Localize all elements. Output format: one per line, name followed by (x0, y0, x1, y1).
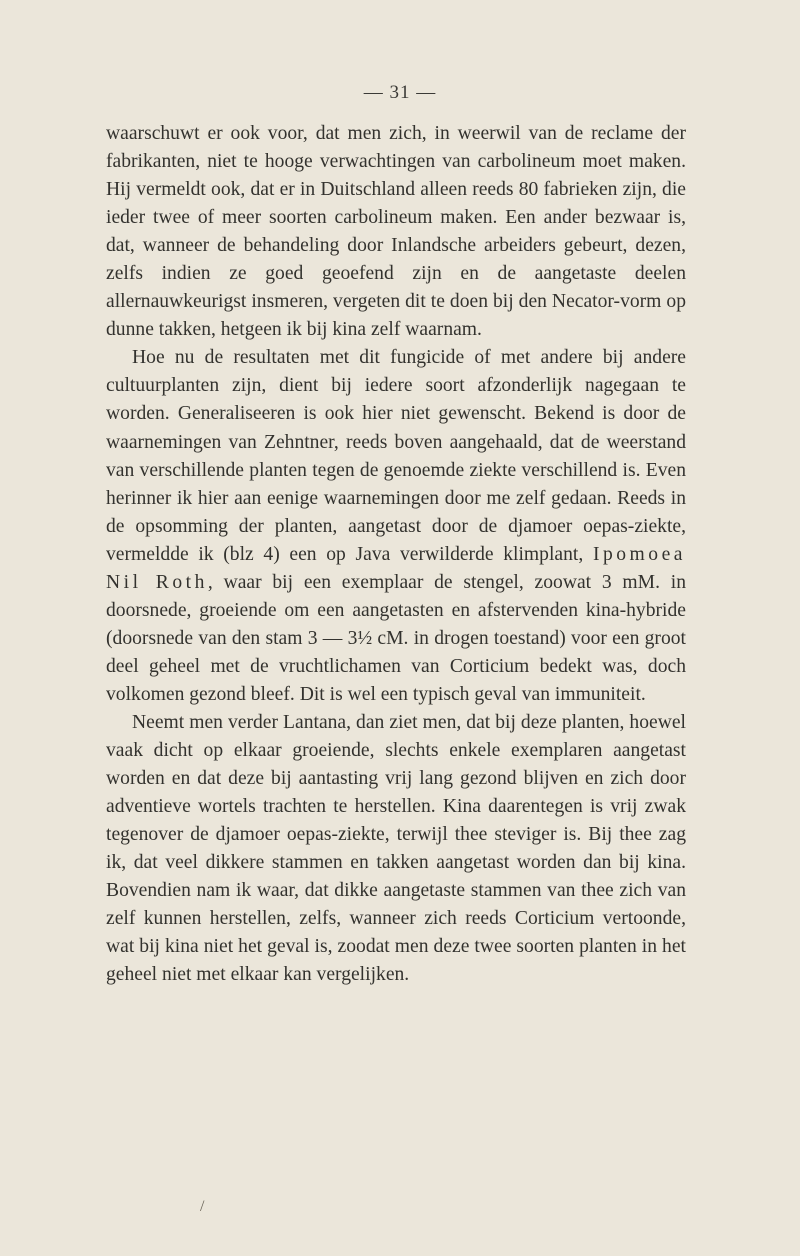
stray-pen-mark: / (200, 1198, 205, 1215)
body-text (106, 120, 686, 989)
paragraph-2-text-after: , waar bij een exemplaar de stengel, zoowat 3 mM. in doorsnede, groeiende om een aangetasten en afstervenden kina-hybride (doorsnede van den stam 3 — 3½ cM. in drogen toestand) voor een groot deel geheel met de vruchtlichamen van Corticium bedekt was, doch volkomen gezond bleef. Dit is wel een typisch geval van immuniteit. (106, 571, 686, 705)
paragraph-2 (106, 344, 686, 709)
page-number: — 31 — (363, 82, 437, 103)
paragraph-2-text-before: Hoe nu de resultaten met dit fungicide of met andere bij andere cultuurplanten zijn, dient bij iedere soort afzonderlijk nagegaan te worden. Generaliseeren is ook hier niet gewenscht. Bekend is door de waarnemingen van Zehntner, reeds boven aangehaald, dat de weerstand van verschillende planten tegen de genoemde ziekte verschillend is. Even herinner ik hier aan eenige waarnemingen door me zelf gedaan. Reeds in de opsomming der planten, aangetast door de djamoer oepas-ziekte, vermeldde ik (blz 4) een op Java verwilderde klimplant, (106, 347, 686, 565)
paragraph-1: waarschuwt er ook voor, dat men zich, in weerwil van de reclame der fabrikanten, niet te hooge verwachtingen van carbolineum moet maken. Hij vermeldt ook, dat er in Duitschland alleen reeds 80 fabrieken zijn, die ieder twee of meer soorten carbolineum maken. Een ander bezwaar is, dat, wanneer de behandeling door Inlandsche arbeiders gebeurt, dezen, zelfs indien ze goed geoefend zijn en de aangetaste deelen allernauwkeurigst insmeren, vergeten dit te doen bij den Necator-vorm op dunne takken, hetgeen ik bij kina zelf waarnam. (106, 123, 686, 341)
paragraph-3: Neemt men verder Lantana, dan ziet men, dat bij deze planten, hoewel vaak dicht op elkaar groeiende, slechts enkele exemplaren aangetast worden en dat deze bij aantasting vrij lang gezond blijven en zich door adventieve wortels trachten te herstellen. Kina daarentegen is vrij zwak tegenover de djamoer oepas-ziekte, terwijl thee steviger is. Bij thee zag ik, dat veel dikkere stammen en takken aangetast worden dan bij kina. Bovendien nam ik waar, dat dikke aangetaste stammen van thee zich van zelf kunnen herstellen, zelfs, wanneer zich reeds Corticium vertoonde, wat bij kina niet het geval is, zoodat men deze twee soorten planten in het geheel niet met elkaar kan vergelijken. (106, 711, 686, 986)
species-name: Ipomoea Nil Roth (106, 543, 686, 593)
